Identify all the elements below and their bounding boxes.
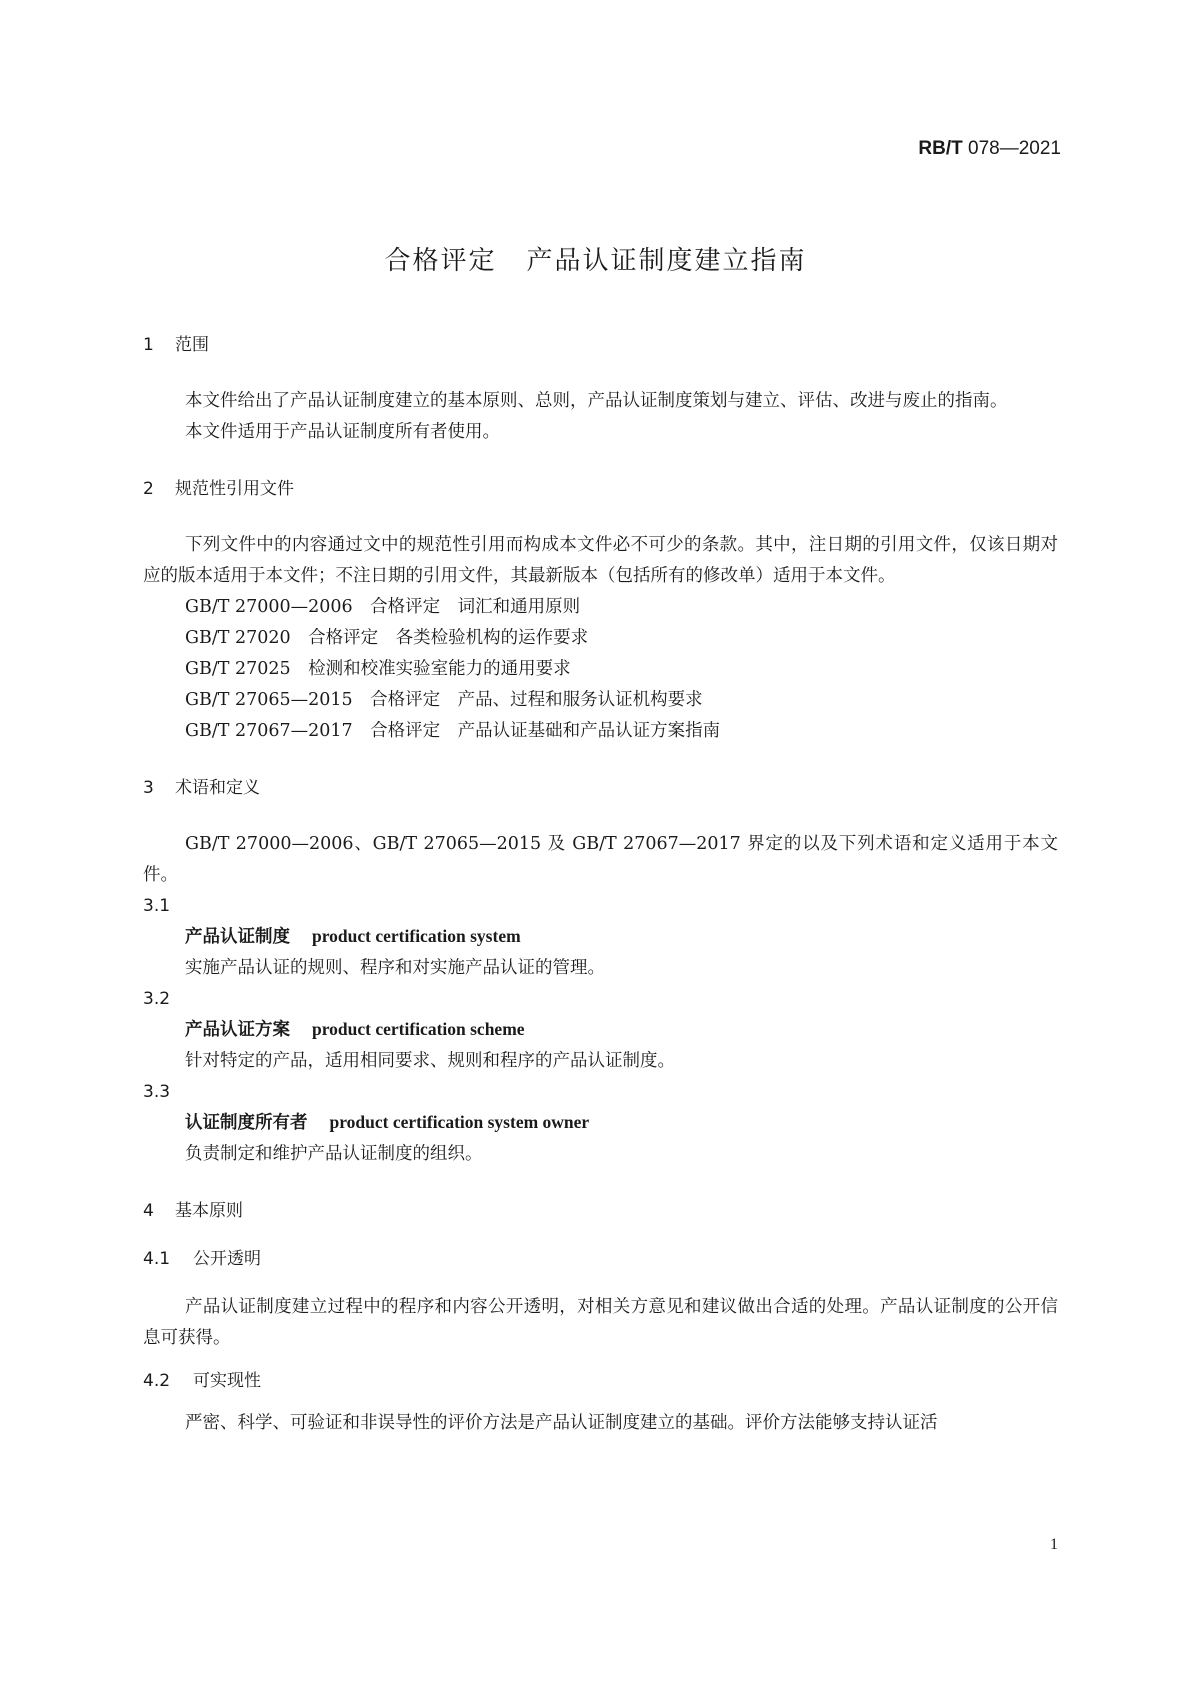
term-english: product certification scheme bbox=[312, 1019, 525, 1039]
subsection-number: 4.2 bbox=[143, 1371, 171, 1391]
paragraph: 本文件适用于产品认证制度所有者使用。 bbox=[185, 422, 500, 442]
term-english: product certification system bbox=[312, 926, 521, 946]
paragraph: GB/T 27000—2006、GB/T 27065—2015 及 GB/T 27067—2017 界定的以及下列术语和定义适用于本文件。 bbox=[143, 834, 1058, 885]
term-number: 3.3 bbox=[143, 1082, 171, 1102]
reference-item: GB/T 27065—2015 合格评定 产品、过程和服务认证机构要求 bbox=[185, 690, 703, 710]
reference-item: GB/T 27025 检测和校准实验室能力的通用要求 bbox=[185, 659, 571, 679]
section-number: 4 bbox=[143, 1201, 154, 1221]
standard-prefix: RB/T bbox=[918, 138, 963, 159]
term-english: product certification system owner bbox=[329, 1112, 590, 1132]
section-3-heading bbox=[143, 773, 1058, 803]
term-name bbox=[143, 1107, 1058, 1139]
subsection-4-2-heading bbox=[143, 1366, 1058, 1396]
title-part-1: 合格评定 bbox=[384, 246, 497, 276]
reference-item: GB/T 27020 合格评定 各类检验机构的运作要求 bbox=[185, 628, 589, 648]
document-body bbox=[143, 330, 1058, 1439]
section-title: 范围 bbox=[175, 335, 209, 355]
section-title: 基本原则 bbox=[175, 1201, 243, 1221]
page-number: 1 bbox=[1050, 1536, 1058, 1553]
term-chinese: 产品认证制度 bbox=[185, 927, 290, 947]
term-definition: 针对特定的产品，适用相同要求、规则和程序的产品认证制度。 bbox=[185, 1051, 675, 1071]
section-4-heading bbox=[143, 1196, 1058, 1226]
term-definition: 负责制定和维护产品认证制度的组织。 bbox=[185, 1144, 483, 1164]
term-definition: 实施产品认证的规则、程序和对实施产品认证的管理。 bbox=[185, 958, 605, 978]
paragraph: 下列文件中的内容通过文中的规范性引用而构成本文件必不可少的条款。其中，注日期的引用文件，仅该日期对应的版本适用于本文件；不注日期的引用文件，其最新版本（包括所有的修改单）适用于本文件。 bbox=[143, 535, 1058, 586]
title-part-2: 产品认证制度建立指南 bbox=[526, 246, 807, 276]
section-1-heading bbox=[143, 330, 1058, 360]
section-title: 规范性引用文件 bbox=[175, 479, 294, 499]
reference-item: GB/T 27067—2017 合格评定 产品认证基础和产品认证方案指南 bbox=[185, 721, 721, 741]
section-title: 术语和定义 bbox=[175, 778, 260, 798]
section-2-heading bbox=[143, 474, 1058, 504]
term-number: 3.2 bbox=[143, 989, 171, 1009]
subsection-title: 可实现性 bbox=[193, 1371, 261, 1391]
standard-number: 078—2021 bbox=[968, 138, 1061, 159]
document-title bbox=[0, 240, 1191, 277]
reference-item: GB/T 27000—2006 合格评定 词汇和通用原则 bbox=[185, 597, 581, 617]
standard-code bbox=[918, 138, 1061, 160]
term-number: 3.1 bbox=[143, 896, 171, 916]
term-chinese: 产品认证方案 bbox=[185, 1020, 290, 1040]
section-number: 2 bbox=[143, 479, 154, 499]
section-number: 3 bbox=[143, 778, 154, 798]
paragraph: 产品认证制度建立过程中的程序和内容公开透明，对相关方意见和建议做出合适的处理。产品认证制度的公开信息可获得。 bbox=[143, 1297, 1058, 1348]
paragraph: 严密、科学、可验证和非误导性的评价方法是产品认证制度建立的基础。评价方法能够支持认证活 bbox=[185, 1413, 938, 1433]
term-chinese: 认证制度所有者 bbox=[185, 1113, 308, 1133]
section-number: 1 bbox=[143, 335, 154, 355]
subsection-4-1-heading bbox=[143, 1244, 1058, 1274]
term-name bbox=[143, 1014, 1058, 1046]
paragraph: 本文件给出了产品认证制度建立的基本原则、总则，产品认证制度策划与建立、评估、改进与废止的指南。 bbox=[185, 391, 1008, 411]
subsection-title: 公开透明 bbox=[193, 1249, 261, 1269]
subsection-number: 4.1 bbox=[143, 1249, 171, 1269]
term-name bbox=[143, 921, 1058, 953]
